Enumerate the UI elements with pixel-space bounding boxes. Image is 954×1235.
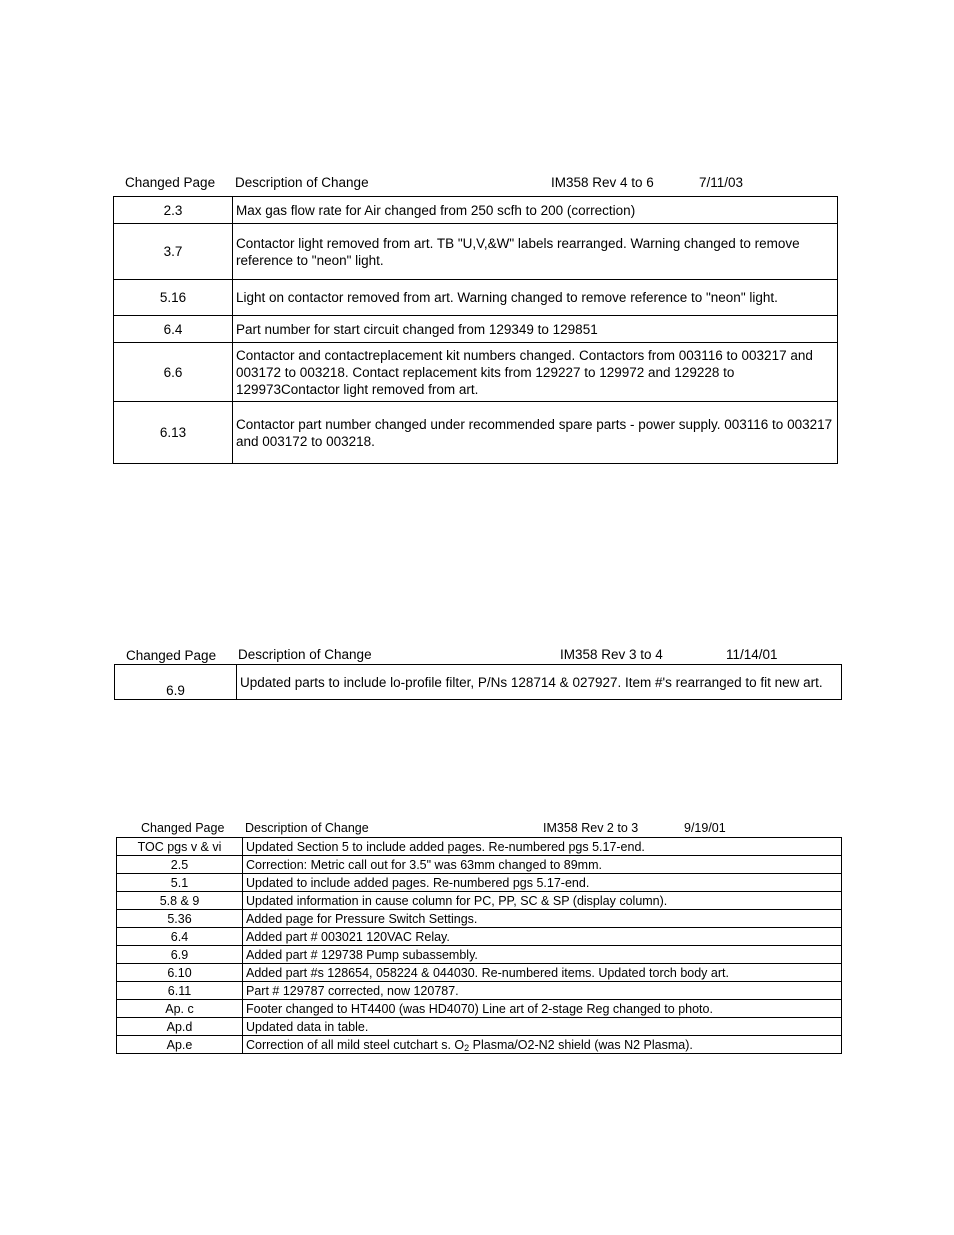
- table-row: [114, 224, 838, 280]
- section-1-table: [113, 196, 838, 464]
- changed-page-cell: 3.7: [114, 224, 233, 280]
- table-row: [117, 874, 842, 892]
- col-header-description: Description of Change: [235, 175, 369, 190]
- description-cell: Part # 129787 corrected, now 120787.: [243, 982, 842, 1000]
- changed-page-cell: 6.13: [114, 402, 233, 464]
- col-header-changed-page: Changed Page: [125, 175, 216, 190]
- description-cell: Footer changed to HT4400 (was HD4070) Line art of 2-stage Reg changed to photo.: [243, 1000, 842, 1018]
- changed-page-cell: 6.11: [117, 982, 243, 1000]
- changed-page-cell: 5.8 & 9: [117, 892, 243, 910]
- description-cell: Updated information in cause column for PC, PP, SC & SP (display column).: [243, 892, 842, 910]
- table-row: [117, 982, 842, 1000]
- section-2-table: [114, 664, 842, 700]
- description-cell: Added page for Pressure Switch Settings.: [243, 910, 842, 928]
- revision-date: 9/19/01: [684, 821, 726, 835]
- description-cell: [243, 1036, 842, 1054]
- description-cell: Max gas flow rate for Air changed from 250 scfh to 200 (correction): [233, 197, 838, 224]
- description-cell: Updated data in table.: [243, 1018, 842, 1036]
- table-row: [117, 1000, 842, 1018]
- changed-page-cell: 6.4: [114, 316, 233, 343]
- subscript-2: 2: [464, 1042, 470, 1053]
- col-header-changed-page: Changed Page: [141, 821, 225, 835]
- description-cell: Updated to include added pages. Re-numbered pgs 5.17-end.: [243, 874, 842, 892]
- revision-label: IM358 Rev 2 to 3: [543, 821, 639, 835]
- revision-date: 11/14/01: [726, 647, 778, 662]
- table-row: [117, 910, 842, 928]
- revision-label: IM358 Rev 4 to 6: [551, 175, 654, 190]
- description-cell: Added part #s 128654, 058224 & 044030. Re-numbered items. Updated torch body art.: [243, 964, 842, 982]
- changed-page-cell: 5.36: [117, 910, 243, 928]
- changed-page-cell: 6.4: [117, 928, 243, 946]
- changed-page-cell: 6.6: [114, 343, 233, 402]
- revision-date: 7/11/03: [699, 175, 744, 190]
- table-row: [114, 343, 838, 402]
- changed-page-cell: 2.3: [114, 197, 233, 224]
- changed-page-cell: 6.9: [117, 946, 243, 964]
- description-text: Plasma/O2-N2 shield (was N2 Plasma).: [469, 1037, 693, 1052]
- col-header-changed-page: Changed Page: [126, 648, 217, 663]
- table-row: [117, 928, 842, 946]
- section-3-table: [116, 837, 842, 1054]
- table-row: [117, 1018, 842, 1036]
- description-cell: Correction: Metric call out for 3.5" was 63mm changed to 89mm.: [243, 856, 842, 874]
- description-cell: Updated parts to include lo-profile filter, P/Ns 128714 & 027927. Item #'s rearranged to fit new art.: [237, 665, 842, 700]
- changed-page-cell: 2.5: [117, 856, 243, 874]
- table-row: [114, 316, 838, 343]
- changed-page-cell: 5.16: [114, 280, 233, 316]
- description-cell: Light on contactor removed from art. Warning changed to remove reference to "neon" light.: [233, 280, 838, 316]
- table-row: [117, 856, 842, 874]
- changed-page-cell: 6.9: [115, 665, 237, 700]
- table-row: [117, 838, 842, 856]
- revision-label: IM358 Rev 3 to 4: [560, 647, 663, 662]
- changed-page-cell: TOC pgs v & vi: [117, 838, 243, 856]
- description-cell: Part number for start circuit changed from 129349 to 129851: [233, 316, 838, 343]
- table-row: [117, 946, 842, 964]
- description-cell: Added part # 003021 120VAC Relay.: [243, 928, 842, 946]
- changed-page-cell: 5.1: [117, 874, 243, 892]
- description-cell: Contactor light removed from art. TB "U,V,&W" labels rearranged. Warning changed to remove reference to "neon" light.: [233, 224, 838, 280]
- description-cell: Added part # 129738 Pump subassembly.: [243, 946, 842, 964]
- changed-page-cell: Ap.e: [117, 1036, 243, 1054]
- changed-page-cell: Ap.d: [117, 1018, 243, 1036]
- table-row: [114, 402, 838, 464]
- description-text: Correction of all mild steel cutchart s. O: [246, 1037, 465, 1052]
- changed-page-cell: Ap. c: [117, 1000, 243, 1018]
- table-row: [114, 197, 838, 224]
- table-row: [115, 665, 842, 700]
- description-cell: Contactor and contactreplacement kit numbers changed. Contactors from 003116 to 003217 and 003172 to 003218. Contact replacement kits from 129227 to 129972 and 129228 to 129973Contactor light removed from art.: [233, 343, 838, 402]
- changed-page-cell: 6.10: [117, 964, 243, 982]
- table-row: [117, 892, 842, 910]
- table-row: [117, 964, 842, 982]
- description-cell: Updated Section 5 to include added pages. Re-numbered pgs 5.17-end.: [243, 838, 842, 856]
- table-row: [117, 1036, 842, 1054]
- col-header-description: Description of Change: [238, 647, 372, 662]
- table-row: [114, 280, 838, 316]
- col-header-description: Description of Change: [245, 821, 369, 835]
- description-cell: Contactor part number changed under recommended spare parts - power supply. 003116 to 003217 and 003172 to 003218.: [233, 402, 838, 464]
